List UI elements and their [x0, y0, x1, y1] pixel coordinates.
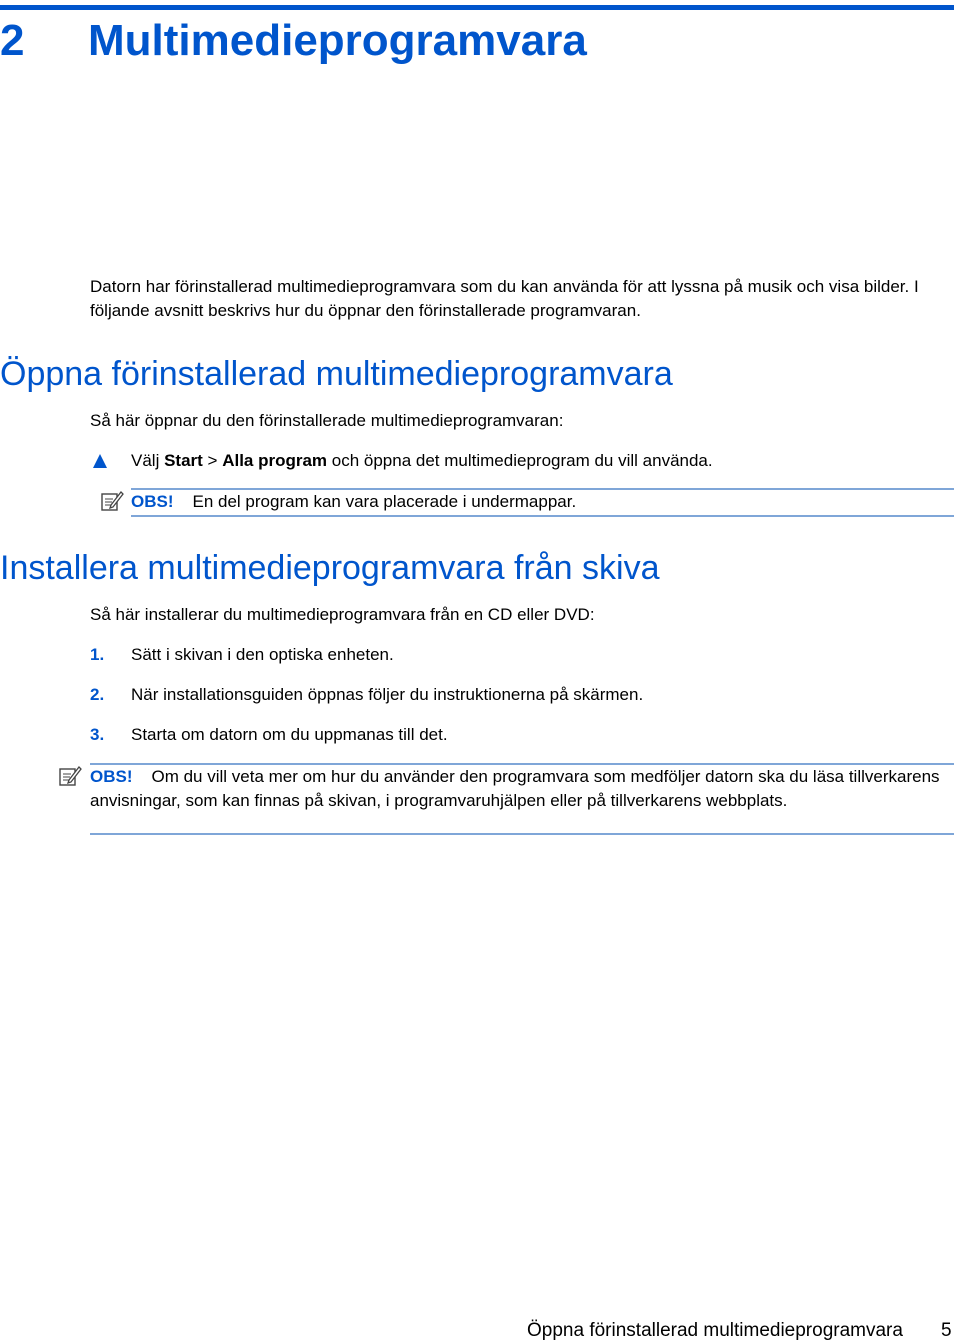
step-number: 2. — [90, 685, 105, 704]
section-install-lead: Så här installerar du multimedieprogramvara från en CD eller DVD: — [90, 605, 595, 624]
menu-all-programs: Alla program — [222, 451, 328, 470]
note-1 — [131, 490, 576, 513]
note-2-text: Om du vill veta mer om hur du använder den programvara som medföljer datorn ska du läsa tillverkarens anvisningar, som kan finnas på skivan, i programvaruhjälpen eller på tillverkarens webbplats. — [90, 767, 940, 810]
note-pencil-icon — [100, 489, 124, 513]
bullet-instruction: Välj Start > Alla program och öppna det multimedieprogram du vill använda. — [131, 451, 713, 470]
note-label: OBS! — [131, 492, 174, 511]
section-open-lead: Så här öppnar du den förinstallerade multimedieprogramvaran: — [90, 411, 564, 430]
section-heading-open: Öppna förinstallerad multimedieprogramvara — [0, 355, 673, 393]
note-pencil-icon — [58, 764, 82, 788]
step-text: När installationsguiden öppnas följer du instruktionerna på skärmen. — [131, 685, 644, 704]
note-1-text: En del program kan vara placerade i undermappar. — [192, 492, 577, 511]
menu-start: Start — [164, 451, 203, 470]
triangle-bullet-icon — [93, 454, 107, 468]
section-heading-install: Installera multimedieprogramvara från skiva — [0, 549, 660, 587]
step-number: 3. — [90, 725, 105, 744]
chapter-top-rule — [0, 5, 954, 10]
intro-paragraph: Datorn har förinstallerad multimedieprogramvara som du kan använda för att lyssna på musik och visa bilder. I följande avsnitt beskrivs hur du öppnar den förinstallerade programvaran. — [90, 277, 919, 320]
chapter-title-text: Multimedieprogramvara — [88, 16, 587, 65]
page-number: 5 — [941, 1320, 952, 1341]
step-number: 1. — [90, 645, 105, 664]
chapter-number: 2 — [0, 16, 25, 65]
note-2 — [90, 765, 950, 812]
footer-section-title: Öppna förinstallerad multimedieprogramvara — [527, 1320, 903, 1341]
step-text: Starta om datorn om du uppmanas till det. — [131, 725, 448, 744]
chapter-title — [0, 16, 587, 66]
note-label: OBS! — [90, 767, 133, 786]
step-text: Sätt i skivan i den optiska enheten. — [131, 645, 394, 664]
